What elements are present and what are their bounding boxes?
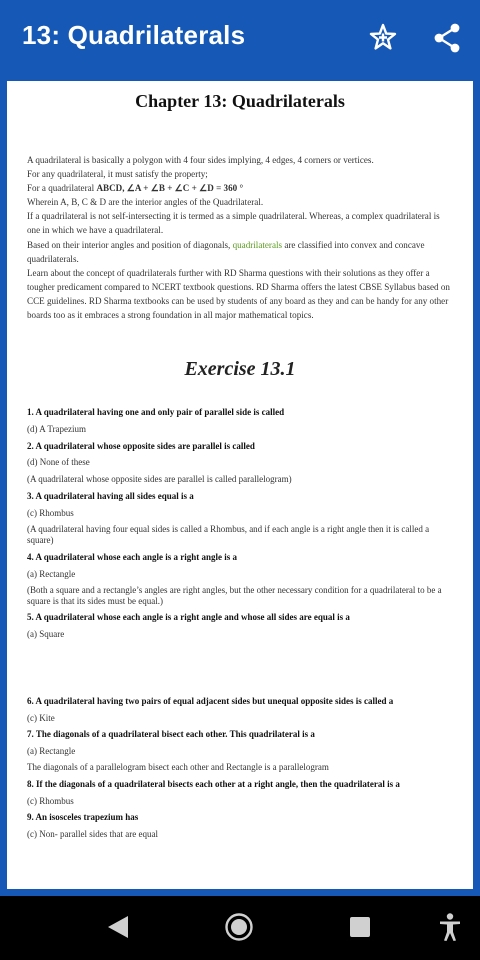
intro-text-span: are classified into convex and concave quadrilaterals. <box>27 239 425 264</box>
question-5: 5. A quadrilateral whose each angle is a right angle and whose all sides are equal is a <box>27 612 350 622</box>
answer-8: (c) Rhombus <box>27 796 74 806</box>
recents-square-icon[interactable] <box>345 912 375 942</box>
share-icon[interactable] <box>431 22 463 54</box>
question-9: 9. An isosceles trapezium has <box>27 812 139 822</box>
intro-text-span: Based on their interior angles and position of diagonals, <box>27 239 233 250</box>
answer-5: (a) Square <box>27 629 65 639</box>
angle-sum-formula: ABCD, ∠A + ∠B + ∠C + ∠D = 360 ° <box>96 183 244 194</box>
home-circle-icon[interactable] <box>224 912 254 942</box>
explanation-4: (Both a square and a rectangle’s angles are right angles, but the other necessary condition for a quadrilateral to be a square is that its sides must be equal.) <box>27 585 442 606</box>
answer-7: (a) Rectangle <box>27 746 76 756</box>
answer-4: (a) Rectangle <box>27 569 76 579</box>
intro-text <box>27 153 451 322</box>
explanation-7: The diagonals of a parallelogram bisect each other and Rectangle is a parallelogram <box>27 762 329 772</box>
answer-3: (c) Rhombus <box>27 508 74 518</box>
question-7: 7. The diagonals of a quadrilateral bisect each other. This quadrilateral is a <box>27 729 315 739</box>
intro-paragraph <box>27 181 451 195</box>
explanation-3: (A quadrilateral having four equal sides is called a Rhombus, and if each angle is a right angle then it is called a square) <box>27 524 430 545</box>
intro-paragraph: Learn about the concept of quadrilaterals further with RD Sharma questions with their solutions as they offer a tougher predicament compared to NCERT textbook questions. RD Sharma offers the latest CBSE Syllabus based on CCE guidelines. RD Sharma textbooks can be used by students of any board as they and can be handy for any other boards too as it embraces a strong foundation in all major mathematical topics. <box>27 267 450 321</box>
app-bar <box>0 0 480 80</box>
back-triangle-icon[interactable] <box>103 912 133 942</box>
content-card[interactable] <box>7 81 473 889</box>
question-2: 2. A quadrilateral whose opposite sides are parallel is called <box>27 441 255 451</box>
answer-2: (d) None of these <box>27 457 90 467</box>
system-nav-bar <box>0 896 480 960</box>
intro-paragraph: Wherein A, B, C & D are the interior angles of the Quadrilateral. <box>27 197 264 208</box>
star-plus-icon[interactable] <box>367 22 399 54</box>
question-4: 4. A quadrilateral whose each angle is a right angle is a <box>27 552 238 562</box>
page-title: 13: Quadrilaterals <box>22 20 246 50</box>
question-8: 8. If the diagonals of a quadrilateral bisects each other at a right angle, then the quadrilateral is a <box>27 779 400 789</box>
intro-paragraph: If a quadrilateral is not self-intersecting it is termed as a simple quadrilateral. Whereas, a complex quadrilateral is one in which we have a quadrilateral. <box>27 211 440 236</box>
quadrilaterals-link[interactable]: quadrilaterals <box>232 239 283 250</box>
question-1: 1. A quadrilateral having one and only pair of parallel side is called <box>27 407 285 417</box>
exercise-title: Exercise 13.1 <box>184 358 296 380</box>
answer-6: (c) Kite <box>27 713 55 723</box>
intro-paragraph <box>27 238 451 266</box>
answer-9: (c) Non- parallel sides that are equal <box>27 829 158 839</box>
question-6: 6. A quadrilateral having two pairs of equal adjacent sides but unequal opposite sides is called a <box>27 696 394 706</box>
chapter-title: Chapter 13: Quadrilaterals <box>135 91 345 111</box>
answer-1: (d) A Trapezium <box>27 424 87 434</box>
intro-text-span: For a quadrilateral <box>27 183 97 194</box>
accessibility-icon[interactable] <box>437 912 467 942</box>
explanation-2: (A quadrilateral whose opposite sides are parallel is called parallelogram) <box>27 474 292 484</box>
question-3: 3. A quadrilateral having all sides equal is a <box>27 491 194 501</box>
intro-paragraph: For any quadrilateral, it must satisfy the property; <box>27 169 208 180</box>
intro-paragraph: A quadrilateral is basically a polygon with 4 four sides implying, 4 edges, 4 corners or vertices. <box>27 155 374 165</box>
